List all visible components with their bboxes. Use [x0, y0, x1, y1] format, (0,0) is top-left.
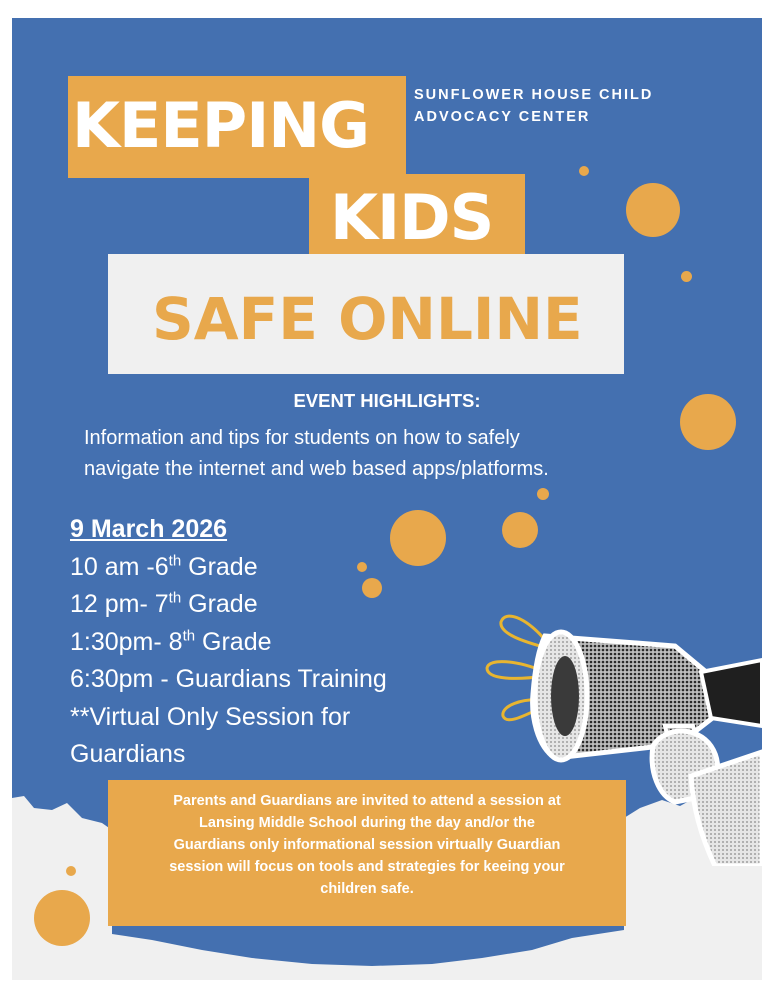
schedule-row-virtual-note-cont: Guardians — [70, 740, 186, 768]
schedule — [70, 511, 387, 774]
megaphone-back — [701, 660, 762, 726]
highlights-line-2: navigate the internet and web based apps/platforms. — [84, 458, 549, 480]
info-line-3: Guardians only informational session virtually Guardian — [173, 837, 561, 853]
decor-dot — [537, 488, 549, 500]
schedule-row-6th-grade — [70, 549, 387, 587]
schedule-row-text: 12 pm- 7 — [70, 590, 169, 618]
schedule-row-text: 10 am -6 — [70, 552, 169, 581]
schedule-row-text: Grade — [181, 552, 258, 581]
info-line-2: Lansing Middle School during the day and/or the — [199, 815, 535, 831]
ordinal-suffix: th — [182, 627, 196, 645]
info-line-1: Parents and Guardians are invited to attend a session at — [173, 793, 561, 809]
organization-line-2: ADVOCACY CENTER — [414, 109, 591, 125]
ordinal-suffix: th — [168, 589, 182, 607]
schedule-row-text: 1:30pm- 8 — [70, 627, 183, 656]
schedule-row-text: Grade — [195, 627, 272, 656]
organization-line-1: SUNFLOWER HOUSE CHILD — [414, 87, 654, 103]
flyer — [12, 18, 762, 980]
ordinal-suffix: th — [168, 552, 182, 570]
megaphone-bell-inner — [551, 656, 579, 736]
decor-dot — [626, 183, 680, 237]
headline-kids: KIDS — [330, 181, 494, 254]
highlights-line-1: Information and tips for students on how to safely — [84, 427, 520, 449]
schedule-row-7th-grade — [70, 586, 387, 624]
schedule-row-text: Grade — [181, 590, 258, 618]
event-highlights-title: EVENT HIGHLIGHTS: — [293, 390, 481, 411]
schedule-row-virtual-note: **Virtual Only Session for — [70, 702, 351, 731]
guardians-info-box — [108, 780, 626, 926]
decor-dot — [681, 271, 692, 282]
headline-keeping: KEEPING — [72, 89, 370, 162]
organization-name — [414, 84, 653, 128]
decor-dot — [390, 510, 446, 566]
decor-dot — [66, 866, 76, 876]
headline-safe-online: SAFE ONLINE — [152, 285, 583, 353]
decor-dot — [34, 890, 90, 946]
info-line-5: children safe. — [320, 881, 414, 897]
decor-dot — [579, 166, 589, 176]
event-highlights-body — [84, 423, 684, 485]
schedule-row-8th-grade — [70, 624, 387, 662]
torn-paper-shape — [12, 796, 112, 980]
schedule-date: 9 March 2026 — [70, 515, 228, 543]
schedule-row-guardians-training: 6:30pm - Guardians Training — [70, 665, 387, 693]
info-line-4: session will focus on tools and strategies for keeing your — [169, 859, 565, 875]
decor-dot — [502, 512, 538, 548]
